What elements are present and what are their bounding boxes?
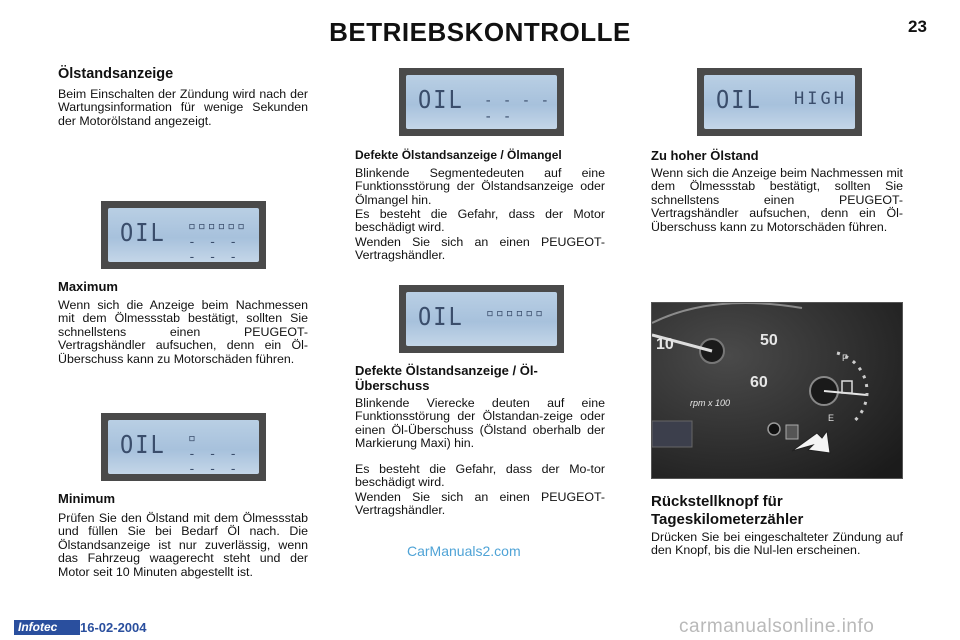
reset-button-title: Rückstellknopf für Tageskilometerzähler <box>651 493 804 528</box>
maximum-title: Maximum <box>58 279 118 294</box>
defect1-paragraph-1: Blinkende Segmentedeuten auf eine Funktionsstörung der Ölstandsanzeige oder Ölmangel hin. <box>355 166 605 207</box>
svg-text:E: E <box>828 413 835 423</box>
segment-dashes: - - - - - - <box>484 93 551 125</box>
oil-label: OIL <box>716 86 762 115</box>
lcd-display-minimum <box>101 413 266 481</box>
minimum-title: Minimum <box>58 491 116 506</box>
segment-squares: ▫▫▫▫▫▫ <box>188 219 247 234</box>
odometer-display <box>652 421 692 447</box>
rpm-label: rpm x 100 <box>690 398 731 408</box>
segment-squares: ▫▫▫▫▫▫ <box>486 306 545 321</box>
page-title: BETRIEBSKONTROLLE <box>329 17 631 47</box>
svg-text:F: F <box>842 353 848 363</box>
defect2-paragraph-1: Blinkende Vierecke deuten auf eine Funktionsstörung der Ölstandan-zeige oder einen Öl-Überschuss (Ölstand oberhalb der Markierung Maxi) hin. <box>355 396 605 451</box>
reset-button-text: Drücken Sie bei eingeschalteter Zündung auf den Knopf, bis die Nul-len erscheinen. <box>651 530 903 558</box>
defect2-paragraph-2: Es besteht die Gefahr, dass der Mo-tor beschädigt wird. <box>355 462 605 490</box>
watermark-carmanualsonline: carmanualsonline.info <box>679 616 875 637</box>
segment-dashes: - - - - - - <box>188 447 240 477</box>
defect1-paragraph-3: Wenden Sie sich an einen PEUGEOT-Vertragshändler. <box>355 235 605 263</box>
page-number: 23 <box>908 17 927 36</box>
oil-label: OIL <box>418 303 464 332</box>
segment-single-square: ▫ <box>188 431 196 446</box>
high-level-title: Zu hoher Ölstand <box>651 148 759 163</box>
minimum-text: Prüfen Sie den Ölstand mit dem Ölmessstab und füllen Sie bei Bedarf Öl nach. Die Ölstandsanzeige ist nur zuverlässig, wenn das Fahrzeug waagerecht steht und der Motor seit 10 Minuten abgestellt ist. <box>58 511 308 579</box>
lcd-display-defect-low <box>399 68 564 136</box>
defect2-title: Defekte Ölstandsanzeige / Öl-Überschuss <box>355 363 538 393</box>
segment-high: HIGH <box>794 89 847 109</box>
watermark-carmanuals2: CarManuals2.com <box>407 543 521 559</box>
infotec-badge <box>14 620 80 635</box>
infotec-badge-label: Infotec <box>18 620 58 634</box>
segment-dashes: - - - - - - <box>188 235 240 265</box>
tick-label-50: 50 <box>760 332 778 349</box>
defect1-paragraph-2: Es besteht die Gefahr, dass der Motor beschädigt wird. <box>355 207 605 235</box>
defect2-paragraph-3: Wenden Sie sich an einen PEUGEOT-Vertragshändler. <box>355 490 605 518</box>
trip-reset-button <box>768 423 780 435</box>
high-level-text: Wenn sich die Anzeige beim Nachmessen mit dem Ölmessstab bestätigt, sollten Sie schnellstens einen PEUGEOT-Vertragshändler aufsuchen, denn ein Öl-Überschuss kann zu Motorschäden führen. <box>651 166 903 234</box>
instrument-cluster-photo <box>651 302 903 479</box>
footer-date: 16-02-2004 <box>80 620 147 635</box>
lcd-display-maximum <box>101 201 266 269</box>
oil-label: OIL <box>120 431 166 460</box>
defect1-title: Defekte Ölstandsanzeige / Ölmangel <box>355 148 562 162</box>
tick-label-60: 60 <box>750 374 768 391</box>
section-title-oil-level: Ölstandsanzeige <box>58 66 174 82</box>
temperature-icon <box>786 425 798 439</box>
intro-text: Beim Einschalten der Zündung wird nach der Wartungsinformation für wenige Sekunden der Motorölstand angezeigt. <box>58 87 308 128</box>
lcd-display-defect-high <box>399 285 564 353</box>
maximum-text: Wenn sich die Anzeige beim Nachmessen mit dem Ölmessstab bestätigt, sollten Sie schnellstens einen PEUGEOT-Vertragshändler aufsuchen, denn ein Öl-Überschuss kann zu Motorschäden führen. <box>58 298 308 366</box>
lcd-display-high <box>697 68 862 136</box>
oil-label: OIL <box>418 86 464 115</box>
dashboard-gauge-illustration <box>652 303 903 479</box>
oil-label: OIL <box>120 219 166 248</box>
tick-label-10: 10 <box>656 336 674 353</box>
